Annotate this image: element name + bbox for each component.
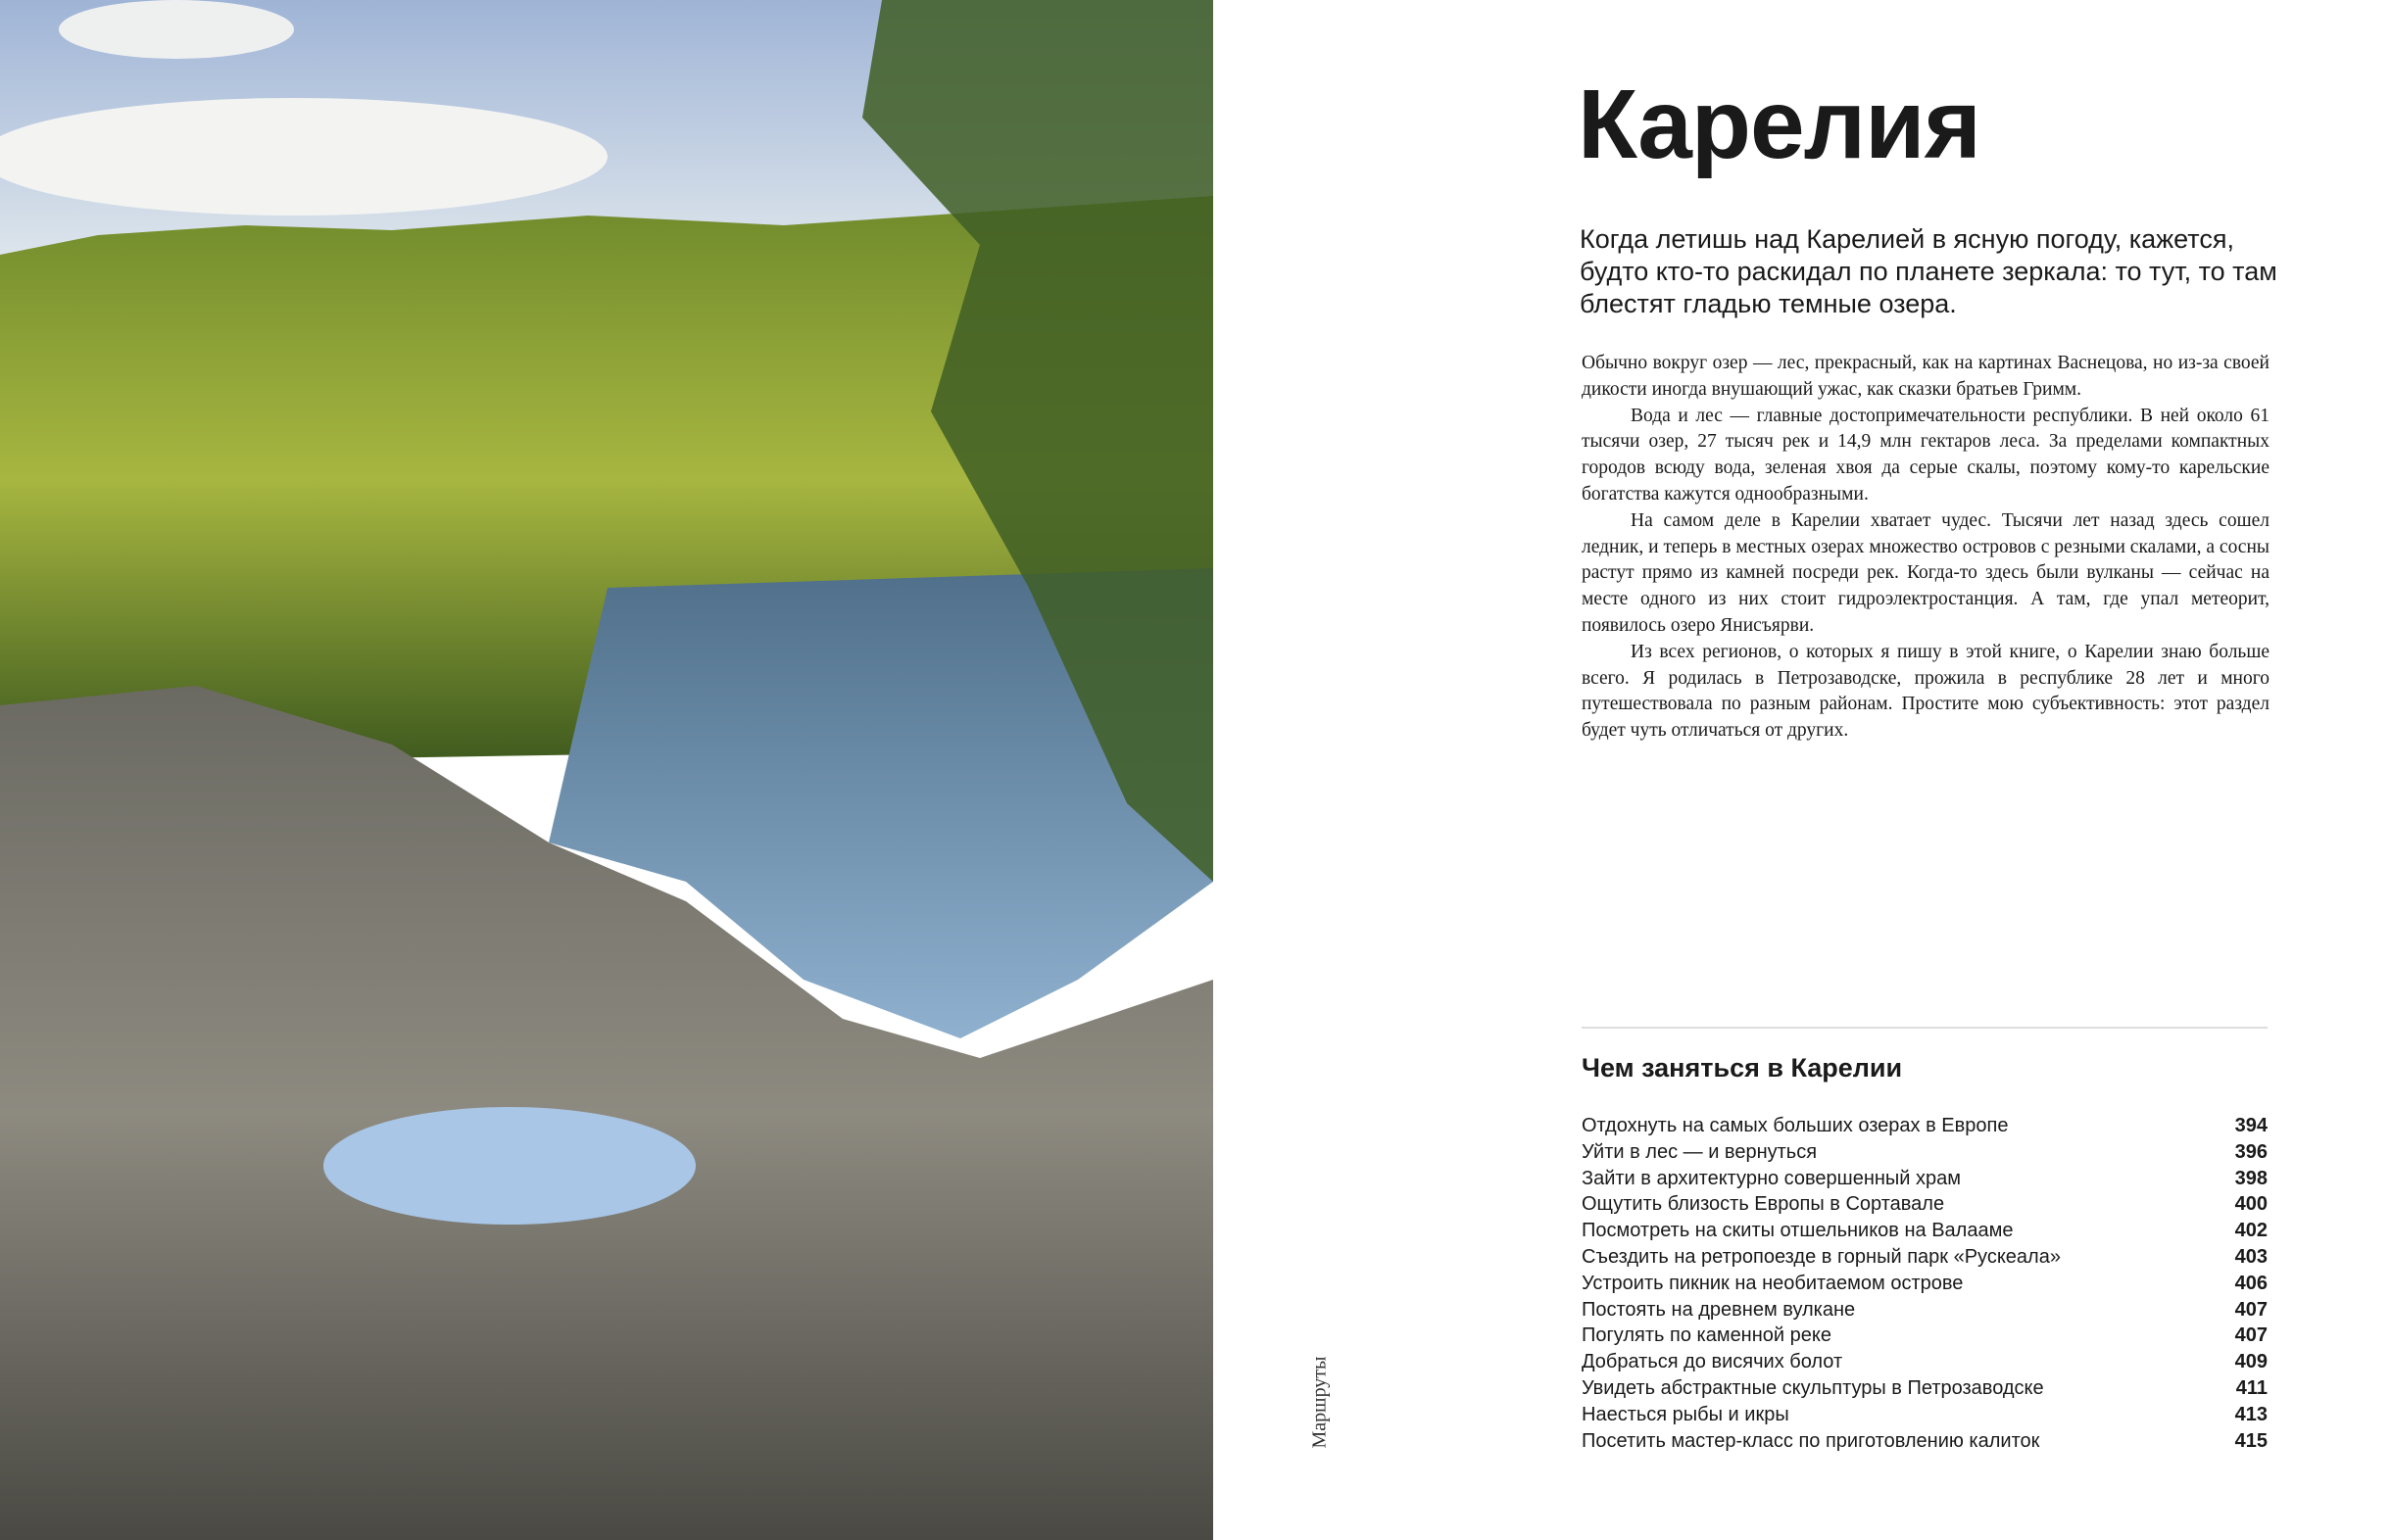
todo-item-label: Добраться до висячих болот <box>1582 1351 1843 1373</box>
todo-item-label: Посмотреть на скиты отшельников на Валааме <box>1582 1220 2014 1242</box>
todo-item-page: 402 <box>2234 1220 2268 1242</box>
todo-item <box>1582 1349 2268 1375</box>
rock-pool <box>323 1107 696 1225</box>
body-paragraph: Обычно вокруг озер — лес, прекрасный, как на картинах Васнецова, но из-за своей дикости иногда внушающий ужас, как сказки братьев Гримм. <box>1582 353 2269 400</box>
todo-item <box>1582 1271 2268 1297</box>
todo-item-label: Посетить мастер-класс по приготовлению калиток <box>1582 1429 2040 1452</box>
todo-item <box>1582 1402 2268 1428</box>
todo-item-label: Устроить пикник на необитаемом острове <box>1582 1272 1964 1294</box>
cloud <box>59 0 294 59</box>
todo-heading: Чем заняться в Карелии <box>1582 1053 1903 1083</box>
todo-item <box>1582 1191 2268 1218</box>
divider <box>1582 1027 2268 1029</box>
todo-item <box>1582 1218 2268 1244</box>
todo-item <box>1582 1244 2268 1271</box>
todo-item-label: Погулять по каменной реке <box>1582 1324 1831 1347</box>
todo-item-page: 403 <box>2234 1245 2268 1268</box>
todo-item-page: 409 <box>2234 1351 2268 1373</box>
todo-item-page: 407 <box>2234 1298 2268 1321</box>
todo-item-label: Постоять на древнем вулкане <box>1582 1298 1856 1321</box>
todo-item <box>1582 1166 2268 1192</box>
todo-item-label: Уйти в лес — и вернуться <box>1582 1140 1818 1163</box>
page-title: Карелия <box>1578 70 1980 179</box>
todo-item-label: Съездить на ретропоезде в горный парк «Рускеала» <box>1582 1245 2061 1268</box>
todo-item-page: 398 <box>2234 1167 2268 1189</box>
todo-item-label: Зайти в архитектурно совершенный храм <box>1582 1167 1962 1189</box>
todo-item <box>1582 1139 2268 1166</box>
body-paragraph: На самом деле в Карелии хватает чудес. Тысячи лет назад здесь сошел ледник, и теперь в местных озерах множество островов с резными скалами, а сосны растут прямо из камней посреди рек. Когда-то здесь были вулканы — сейчас на месте одного из них стоит гидроэлектростанция. А там, где упал метеорит, появилось озеро Янисъярви. <box>1582 509 2269 636</box>
todo-item-page: 394 <box>2234 1115 2268 1136</box>
todo-item-page: 415 <box>2234 1429 2268 1452</box>
todo-item-label: Наесться рыбы и икры <box>1582 1403 1789 1425</box>
todo-item-label: Увидеть абстрактные скульптуры в Петрозаводске <box>1582 1376 2044 1399</box>
todo-item <box>1582 1297 2268 1323</box>
todo-item-label: Отдохнуть на самых больших озерах в Европе <box>1582 1115 2009 1136</box>
todo-item-page: 400 <box>2234 1193 2268 1216</box>
todo-item <box>1582 1375 2268 1402</box>
todo-item-page: 407 <box>2234 1324 2268 1347</box>
todo-list <box>1582 1113 2268 1454</box>
cloud <box>0 98 608 216</box>
todo-item-page: 413 <box>2234 1403 2268 1425</box>
body-text <box>1582 351 2269 745</box>
todo-item <box>1582 1113 2268 1139</box>
todo-item-page: 396 <box>2234 1140 2268 1163</box>
todo-item-label: Ощутить близость Европы в Сортавале <box>1582 1193 1945 1216</box>
todo-item-page: 406 <box>2234 1272 2268 1294</box>
body-paragraph: Из всех регионов, о которых я пишу в этой книге, о Карелии знаю больше всего. Я родилась в Петрозаводске, прожила в республике 28 лет и много путешествовала по разным районам. Простите мою субъективность: этот раздел будет чуть отличаться от других. <box>1582 641 2269 742</box>
lead-paragraph: Когда летишь над Карелией в ясную погоду, кажется, будто кто-то раскидал по планете зеркала: то тут, то там блестят гладью темные озера. <box>1580 224 2277 318</box>
todo-item <box>1582 1428 2268 1455</box>
body-paragraph: Вода и лес — главные достопримечательности республики. В ней около 61 тысячи озер, 27 тысяч рек и 14,9 млн гектаров леса. За пределами компактных городов всюду вода, зеленая хвоя да серые скалы, поэтому кому-то карельские богатства кажутся однообразными. <box>1582 405 2269 505</box>
section-label: Маршруты <box>1308 1356 1331 1449</box>
todo-item <box>1582 1323 2268 1349</box>
todo-item-page: 411 <box>2235 1376 2268 1399</box>
